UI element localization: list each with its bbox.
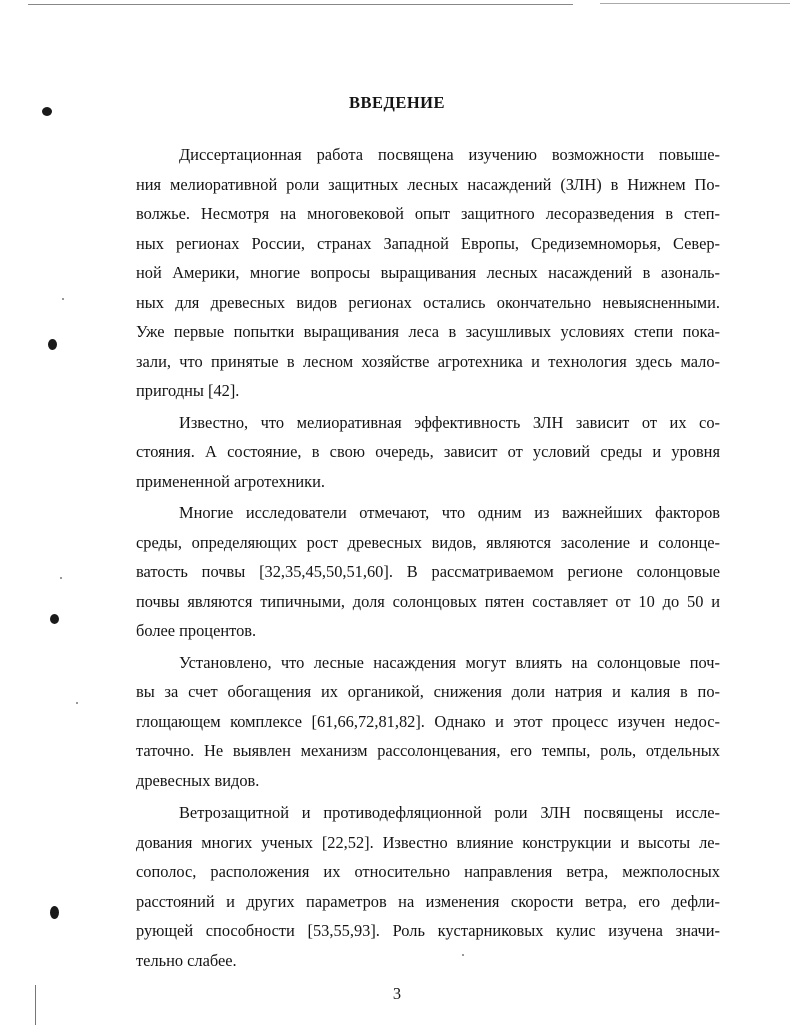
paragraph-line: сополос, расположения их относительно направления ветра, межполосных bbox=[136, 862, 720, 881]
scan-edge-line bbox=[28, 4, 573, 5]
paragraph-line: вы за счет обогащения их органикой, снижения доли натрия и калия в по- bbox=[136, 682, 720, 701]
punch-hole-mark bbox=[48, 339, 57, 350]
paragraph-line: Ветрозащитной и противодефляционной роли ЗЛН посвящены иссле- bbox=[179, 803, 720, 822]
scan-speck bbox=[60, 577, 62, 579]
document-body bbox=[136, 140, 720, 975]
paragraph-line: расстояний и других параметров на изменения скорости ветра, его дефли- bbox=[136, 891, 720, 911]
paragraph-line: дования многих ученых [22,52]. Известно влияние конструкции и высоты ле- bbox=[136, 832, 720, 852]
paragraph bbox=[136, 648, 720, 796]
paragraph-line: Многие исследователи отмечают, что одним из важнейших факторов bbox=[179, 503, 720, 522]
paragraph-line: Диссертационная работа посвящена изучению возможности повыше- bbox=[179, 145, 720, 164]
punch-hole-mark bbox=[50, 614, 59, 624]
paragraph-line: ной Америки, многие вопросы выращивания лесных насаждений в азональ- bbox=[136, 263, 720, 282]
page-number: 3 bbox=[392, 984, 402, 1003]
paragraph-line: древесных видов. bbox=[136, 770, 260, 790]
paragraph-line: тельно слабее. bbox=[136, 950, 237, 970]
paragraph bbox=[136, 408, 720, 497]
paragraph-line: примененной агротехники. bbox=[136, 471, 326, 491]
paragraph-line: зали, что принятые в лесном хозяйстве агротехника и технология здесь мало- bbox=[136, 351, 720, 371]
punch-hole-mark bbox=[50, 906, 59, 919]
paragraph bbox=[136, 498, 720, 646]
paragraph bbox=[136, 798, 720, 975]
paragraph-line: ватость почвы [32,35,45,50,51,60]. В рассматриваемом регионе солонцовые bbox=[136, 562, 720, 581]
paragraph-line: волжье. Несмотря на многовековой опыт защитного лесоразведения в степ- bbox=[136, 204, 720, 223]
paragraph-line: пригодны [42]. bbox=[136, 381, 240, 400]
paragraph-line: Установлено, что лесные насаждения могут влиять на солонцовые поч- bbox=[179, 652, 720, 672]
document-heading: ВВЕДЕНИЕ bbox=[348, 93, 446, 113]
paragraph-line: Известно, что мелиоративная эффективность ЗЛН зависит от их со- bbox=[179, 412, 720, 432]
paragraph-line: стояния. А состояние, в свою очередь, зависит от условий среды и уровня bbox=[136, 442, 720, 461]
paragraph-line: ных для древесных видов регионах остались окончательно невыясненными. bbox=[136, 292, 720, 312]
paragraph-line: среды, определяющих рост древесных видов, являются засоление и солонце- bbox=[136, 532, 720, 552]
paragraph-line: более процентов. bbox=[136, 621, 257, 640]
scan-edge-line bbox=[600, 3, 790, 4]
paragraph-line: Уже первые попытки выращивания леса в засушливых условиях степи пока- bbox=[136, 322, 720, 341]
paragraph-line: рующей способности [53,55,93]. Роль кустарниковых кулис изучена значи- bbox=[136, 921, 720, 940]
paragraph-line: глощающем комплексе [61,66,72,81,82]. Однако и этот процесс изучен недос- bbox=[136, 711, 720, 731]
paragraph-line: почвы являются типичными, доля солонцовых пятен составляет от 10 до 50 и bbox=[136, 591, 720, 611]
scan-speck bbox=[62, 298, 64, 300]
paragraph-line: ных регионах России, странах Западной Европы, Средиземноморья, Север- bbox=[136, 233, 720, 253]
paragraph bbox=[136, 140, 720, 406]
paragraph-line: ния мелиоративной роли защитных лесных насаждений (ЗЛН) в Нижнем По- bbox=[136, 174, 720, 194]
paragraph-line: таточно. Не выявлен механизм рассолонцевания, его темпы, роль, отдельных bbox=[136, 741, 720, 760]
scan-speck bbox=[76, 702, 78, 704]
